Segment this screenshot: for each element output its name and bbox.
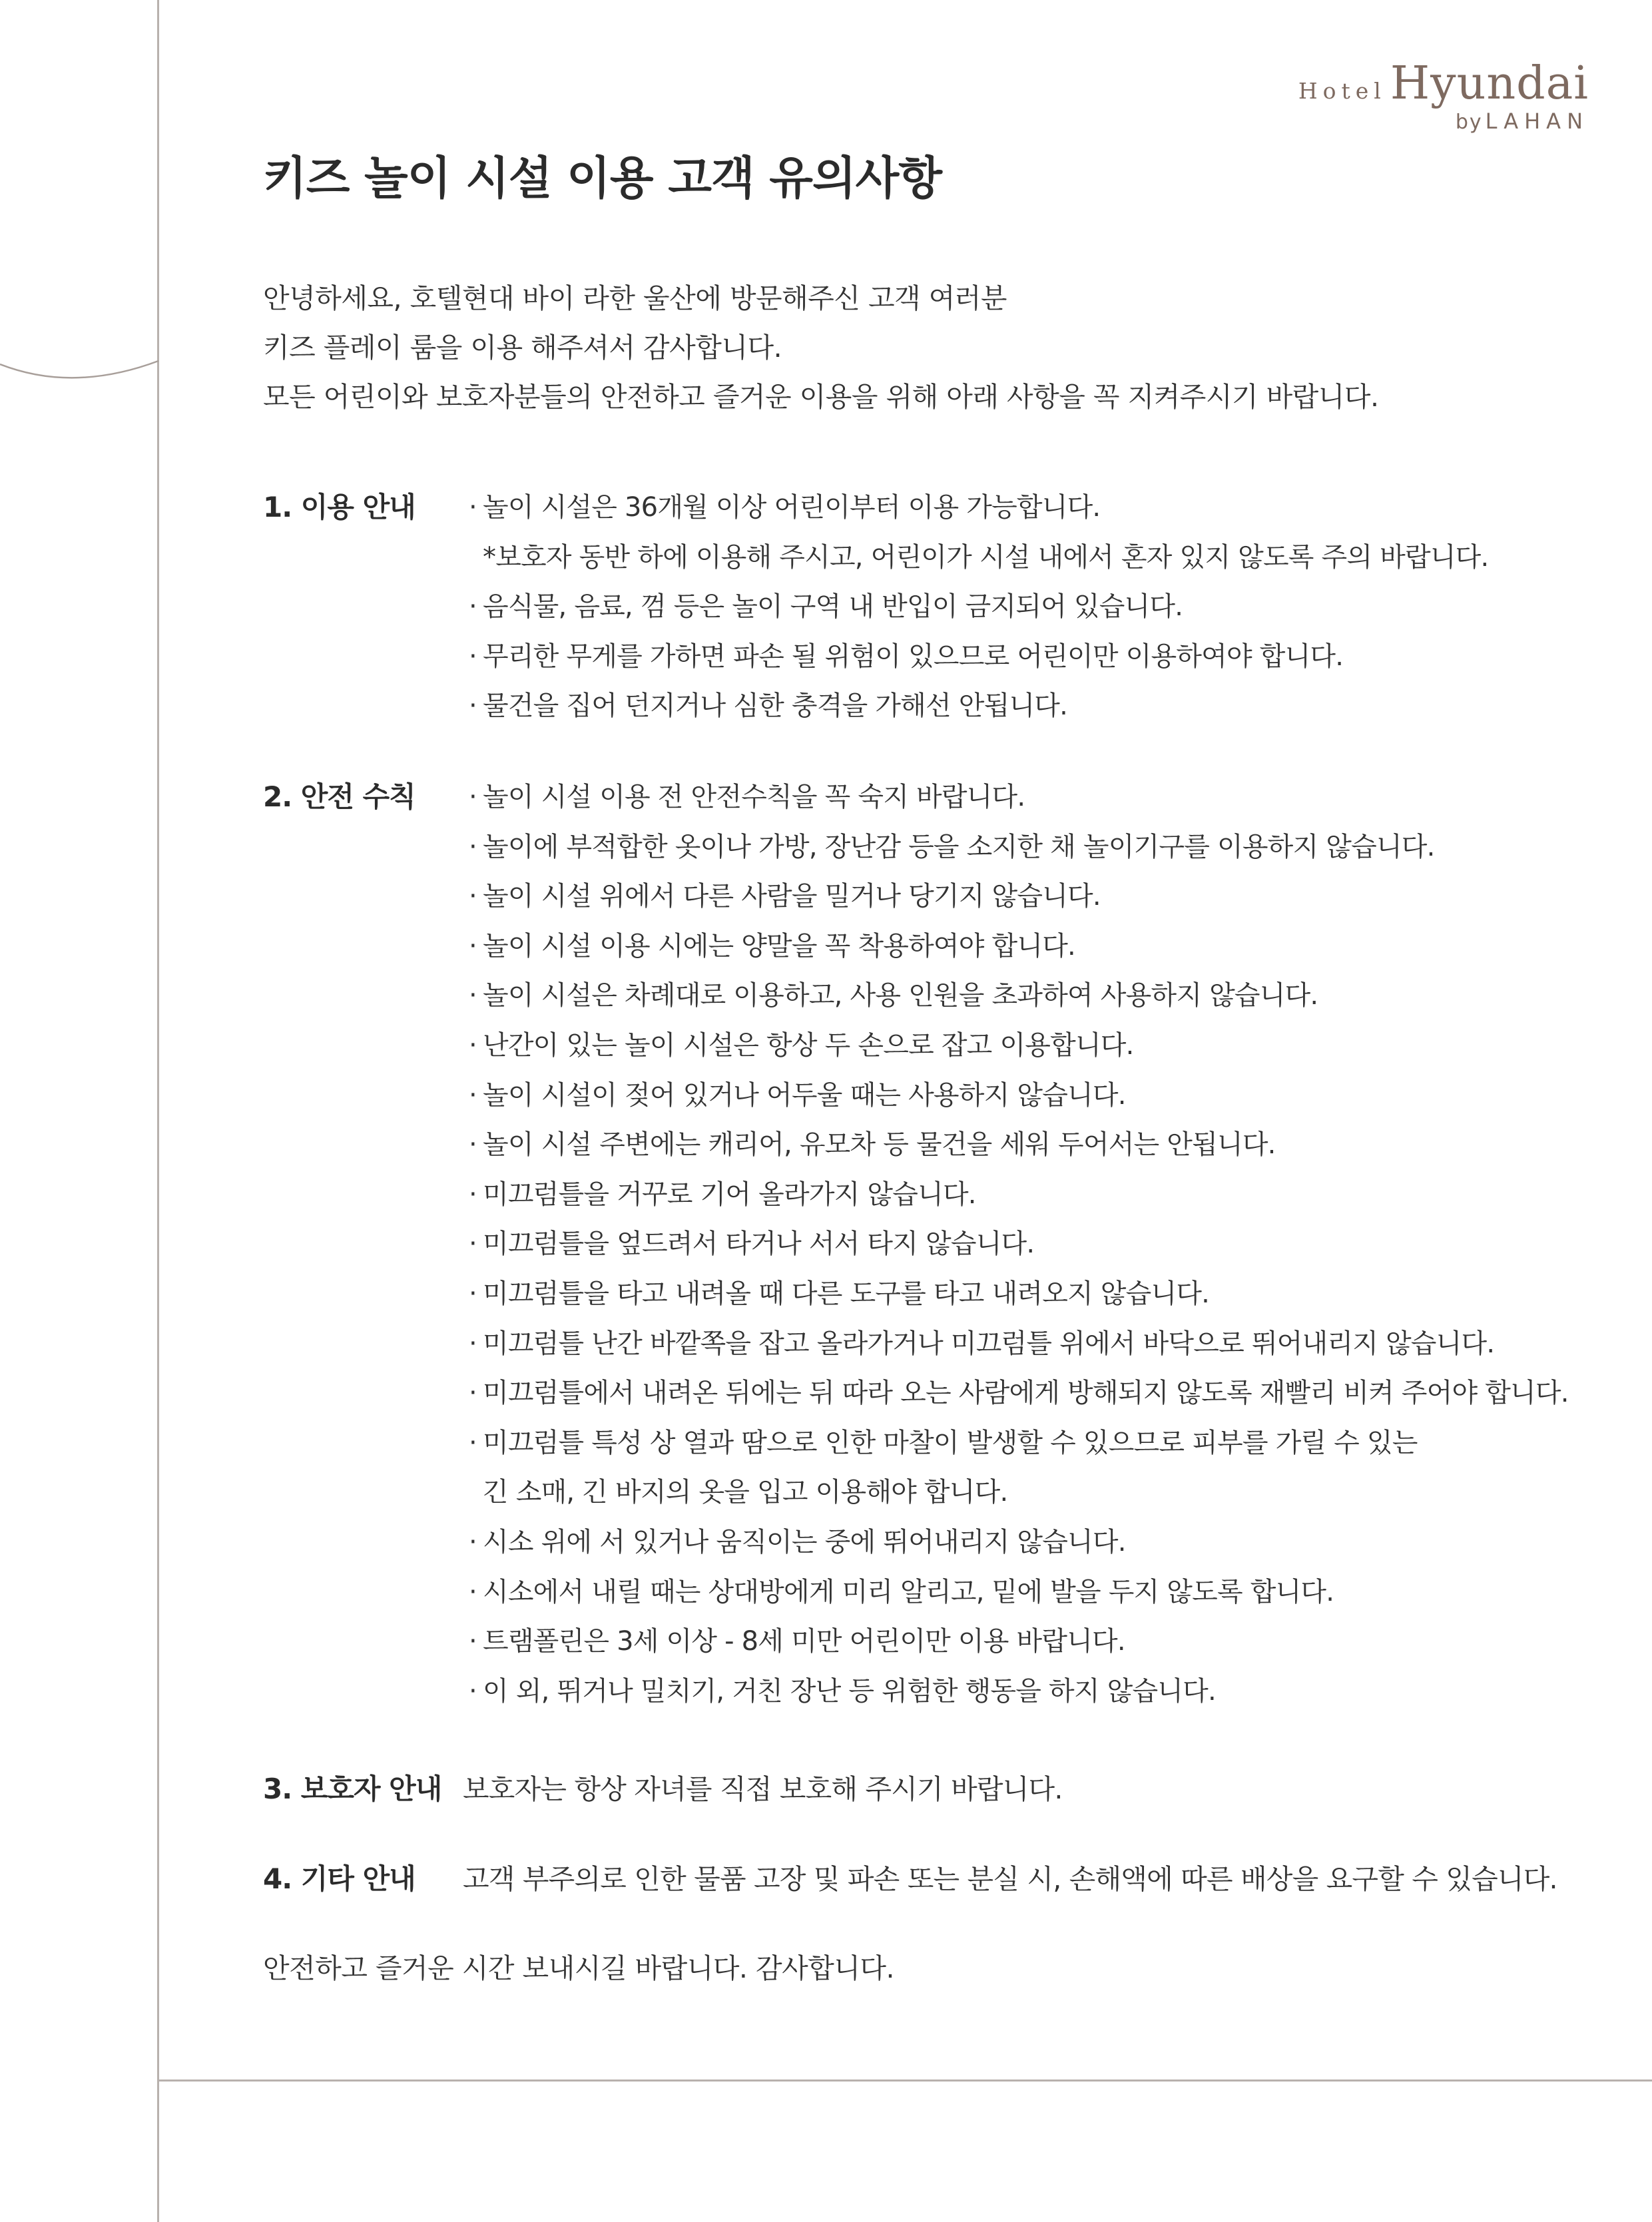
guardian-text: 보호자는 항상 자녀를 직접 보호해 주시기 바랍니다.	[463, 1773, 1063, 1805]
other-text: 고객 부주의로 인한 물품 고장 및 파손 또는 분실 시, 손해액에 따른 배상을 요구할 수 있습니다.	[463, 1863, 1557, 1895]
list-item: · 놀이 시설은 36개월 이상 어린이부터 이용 가능합니다.	[463, 489, 1488, 539]
section-other-body	[463, 1860, 1557, 1898]
section-label-safety: 2. 안전 수칙	[263, 780, 415, 813]
frame-bottom-line	[157, 2080, 1652, 2082]
list-item-note: *보호자 동반 하에 이용해 주시고, 어린이가 시설 내에서 혼자 있지 않도록 주의 바랍니다.	[483, 541, 1489, 573]
list-item: · 놀이 시설은 차례대로 이용하고, 사용 인원을 초과하여 사용하지 않습니다.	[463, 977, 1569, 1027]
logo-brand-text: Hyundai	[1390, 57, 1589, 110]
section-usage-list	[463, 489, 1488, 737]
list-item: · 미끄럼틀을 엎드려서 타거나 서서 타지 않습니다.	[463, 1225, 1569, 1275]
list-item: · 미끄럼틀에서 내려온 뒤에는 뒤 따라 오는 사람에게 방해되지 않도록 재빨리 비켜 주어야 합니다.	[463, 1374, 1569, 1424]
closing-text: 안전하고 즐거운 시간 보내시길 바랍니다. 감사합니다.	[263, 1952, 895, 1984]
list-item: · 난간이 있는 놀이 시설은 항상 두 손으로 잡고 이용합니다.	[463, 1027, 1569, 1077]
list-item-continuation: 긴 소매, 긴 바지의 옷을 입고 이용해야 합니다.	[483, 1477, 1008, 1508]
section-guardian-body	[463, 1771, 1063, 1808]
list-item: · 시소에서 내릴 때는 상대방에게 미리 알리고, 밑에 발을 두지 않도록 합니다.	[463, 1573, 1569, 1623]
list-item: · 미끄럼틀을 타고 내려올 때 다른 도구를 타고 내려오지 않습니다.	[463, 1275, 1569, 1325]
section-safety-list	[463, 778, 1569, 1722]
frame-curve-decoration	[0, 346, 160, 386]
section-label-guardian: 3. 보호자 안내	[263, 1773, 442, 1805]
list-item: · 놀이 시설 이용 시에는 양말을 꼭 착용하여야 합니다.	[463, 928, 1569, 977]
list-item: · 트램폴린은 3세 이상 - 8세 미만 어린이만 이용 바랍니다.	[463, 1623, 1569, 1673]
section-label-other: 4. 기타 안내	[263, 1862, 415, 1895]
list-item: · 음식물, 음료, 껌 등은 놀이 구역 내 반입이 금지되어 있습니다.	[463, 588, 1488, 638]
intro-line: 모든 어린이와 보호자분들의 안전하고 즐거운 이용을 위해 아래 사항을 꼭 지켜주시기 바랍니다.	[263, 381, 1379, 413]
list-item: · 놀이 시설 이용 전 안전수칙을 꼭 숙지 바랍니다.	[463, 778, 1569, 828]
intro-paragraph	[263, 280, 1379, 427]
list-item: · 미끄럼틀 난간 바깥쪽을 잡고 올라가거나 미끄럼틀 위에서 바닥으로 뛰어내리지 않습니다.	[463, 1325, 1569, 1375]
list-item: · 놀이 시설 주변에는 캐리어, 유모차 등 물건을 세워 두어서는 안됩니다.	[463, 1126, 1569, 1176]
list-item: · 무리한 무게를 가하면 파손 될 위험이 있으므로 어린이만 이용하여야 합니다.	[463, 638, 1488, 688]
frame-left-line	[157, 0, 159, 2222]
section-label-usage: 1. 이용 안내	[263, 491, 415, 523]
list-item: · 이 외, 뛰거나 밀치기, 거친 장난 등 위험한 행동을 하지 않습니다.	[463, 1673, 1569, 1723]
list-item: · 미끄럼틀을 거꾸로 기어 올라가지 않습니다.	[463, 1176, 1569, 1226]
intro-line: 키즈 플레이 룸을 이용 해주셔서 감사합니다.	[263, 332, 782, 364]
list-item: · 놀이 시설이 젖어 있거나 어두울 때는 사용하지 않습니다.	[463, 1077, 1569, 1127]
list-item: · 놀이 시설 위에서 다른 사람을 밀거나 당기지 않습니다.	[463, 878, 1569, 928]
intro-line: 안녕하세요, 호텔현대 바이 라한 울산에 방문해주신 고객 여러분	[263, 282, 1007, 314]
logo-hotel-text: Hotel	[1298, 78, 1386, 104]
list-item: · 시소 위에 서 있거나 움직이는 중에 뛰어내리지 않습니다.	[463, 1524, 1569, 1573]
page-title: 키즈 놀이 시설 이용 고객 유의사항	[263, 152, 942, 205]
list-item: · 물건을 집어 던지거나 심한 충격을 가해선 안됩니다.	[463, 687, 1488, 737]
logo-by-text: by	[1455, 111, 1483, 134]
logo-sub-text: LAHAN	[1485, 109, 1589, 134]
list-item: · 놀이에 부적합한 옷이나 가방, 장난감 등을 소지한 채 놀이기구를 이용하지 않습니다.	[463, 828, 1569, 878]
list-item: · 미끄럼틀 특성 상 열과 땀으로 인한 마찰이 발생할 수 있으므로 피부를 가릴 수 있는	[463, 1424, 1569, 1474]
hotel-logo	[1298, 57, 1589, 134]
